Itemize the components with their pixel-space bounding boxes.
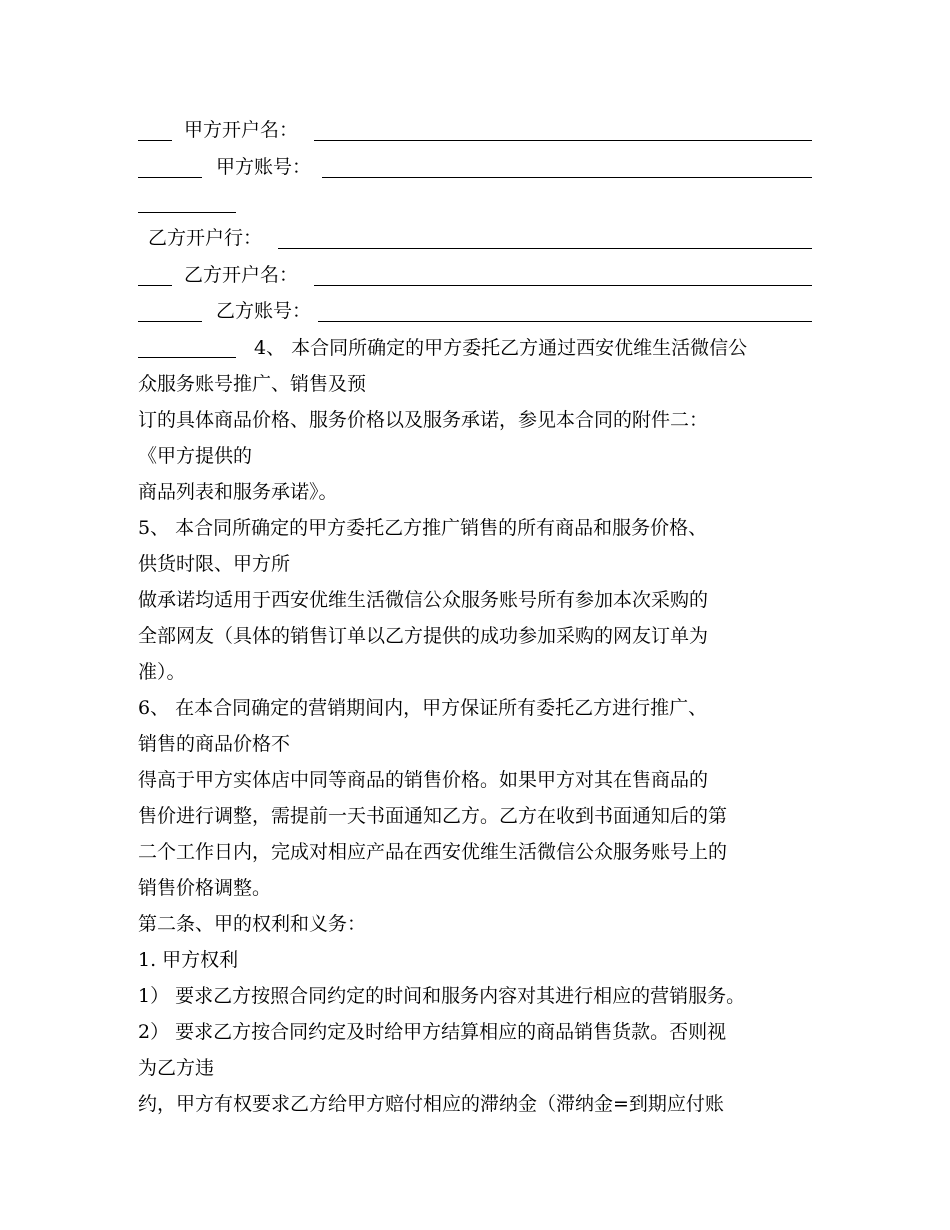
clause-5-line: 5、 本合同所确定的甲方委托乙方推广销售的所有商品和服务价格、	[138, 517, 708, 539]
party-a-account-name-label: 甲方开户名：	[184, 119, 299, 141]
blank-underline	[138, 177, 202, 178]
blank-underline	[138, 140, 172, 141]
party-a-account-no-blank	[322, 177, 812, 178]
list-item: 1） 要求乙方按照合同约定的时间和服务内容对其进行相应的营销服务。	[138, 985, 746, 1007]
party-b-bank-blank	[278, 248, 812, 249]
text-line: 为乙方违	[138, 1057, 215, 1079]
text-line: 销售的商品价格不	[138, 733, 291, 755]
text-line: 订的具体商品价格、服务价格以及服务承诺，参见本合同的附件二：	[138, 409, 709, 431]
text-line: 《甲方提供的	[138, 445, 253, 467]
party-b-bank-label: 乙方开户行：	[148, 227, 263, 249]
blank-underline	[138, 357, 236, 358]
text-line: 准）。	[138, 661, 186, 683]
subsection-heading: 1. 甲方权利	[138, 949, 239, 971]
party-b-account-name-blank	[314, 285, 812, 286]
text-line: 商品列表和服务承诺》。	[138, 481, 338, 503]
text-line: 二个工作日内，完成对相应产品在西安优维生活微信公众服务账号上的	[138, 841, 728, 863]
section-heading: 第二条、甲的权利和义务：	[138, 913, 367, 935]
list-item: 2） 要求乙方按合同约定及时给甲方结算相应的商品销售货款。否则视	[138, 1021, 727, 1043]
blank-underline	[138, 212, 236, 213]
party-b-account-no-blank	[318, 321, 812, 322]
clause-4-line: 4、 本合同所确定的甲方委托乙方通过西安优维生活微信公	[254, 337, 748, 359]
text-line: 销售价格调整。	[138, 877, 272, 899]
party-b-account-name-label: 乙方开户名：	[184, 264, 299, 286]
text-line: 做承诺均适用于西安优维生活微信公众服务账号所有参加本次采购的	[138, 589, 709, 611]
text-line: 众服务账号推广、销售及预	[138, 373, 367, 395]
text-line: 约，甲方有权要求乙方给甲方赔付相应的滞纳金（滞纳金=到期应付账	[138, 1093, 724, 1115]
text-line: 供货时限、甲方所	[138, 553, 291, 575]
text-line: 全部网友（具体的销售订单以乙方提供的成功参加采购的网友订单为	[138, 625, 709, 647]
party-a-account-no-label: 甲方账号：	[216, 156, 312, 178]
party-b-account-no-label: 乙方账号：	[216, 300, 312, 322]
blank-underline	[138, 321, 202, 322]
party-a-account-name-blank	[314, 140, 812, 141]
clause-6-line: 6、 在本合同确定的营销期间内，甲方保证所有委托乙方进行推广、	[138, 697, 708, 719]
text-line: 售价进行调整，需提前一天书面通知乙方。乙方在收到书面通知后的第	[138, 805, 728, 827]
text-line: 得高于甲方实体店中同等商品的销售价格。如果甲方对其在售商品的	[138, 769, 709, 791]
blank-underline	[138, 285, 172, 286]
